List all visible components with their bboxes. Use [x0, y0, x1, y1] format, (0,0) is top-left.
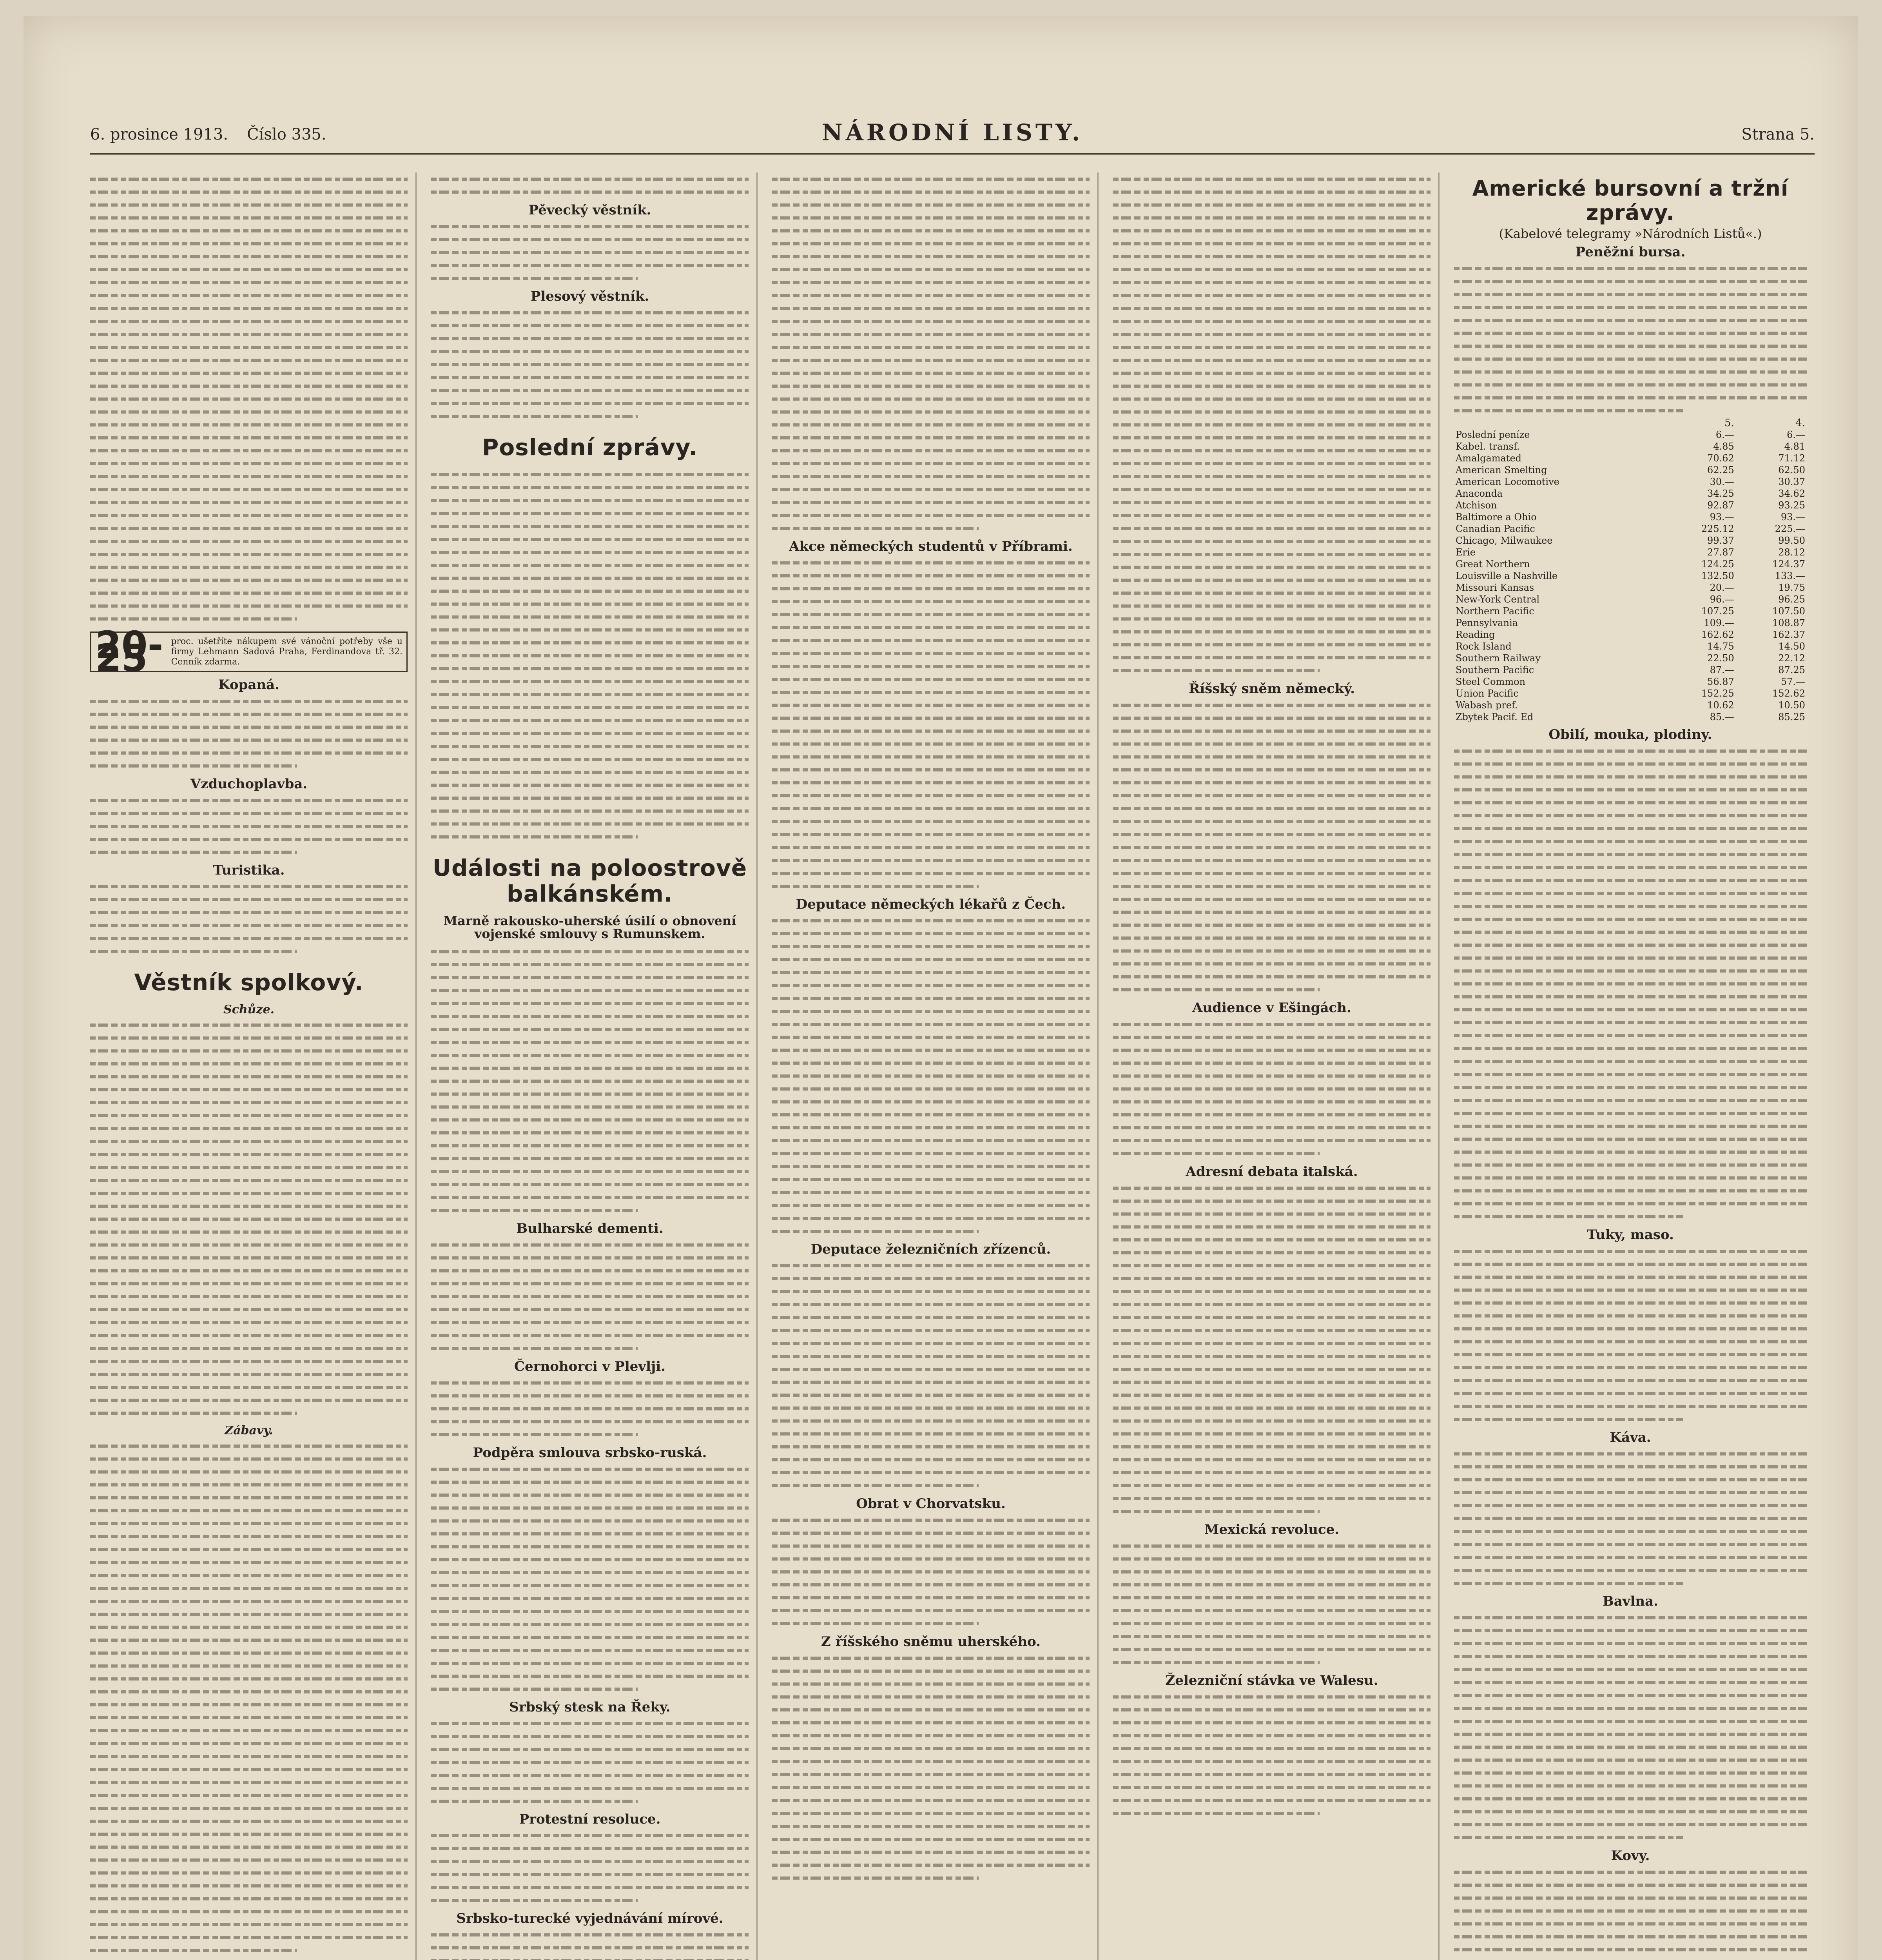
market-subtitle: (Kabelové telegramy »Národních Listů«.) — [1499, 226, 1762, 241]
stock-row — [1454, 676, 1807, 688]
section-heading: Srbský stesk na Řeky. — [509, 1699, 671, 1715]
stock-row — [1454, 546, 1807, 558]
section-heading: Deputace železničních zřízenců. — [810, 1241, 1051, 1257]
stock-name: Reading — [1456, 629, 1495, 640]
column-rule — [1097, 172, 1099, 1960]
issue-number: Číslo 335. — [247, 125, 326, 143]
section-heading: Kopaná. — [218, 677, 279, 693]
stock-row — [1454, 429, 1807, 441]
section-heading: Obrat v Chorvatsku. — [856, 1496, 1006, 1512]
issue-date: 6. prosince 1913. — [90, 125, 228, 143]
stock-row — [1454, 464, 1807, 476]
stock-price: 96.25 — [1778, 594, 1805, 605]
section-heading: Káva. — [1610, 1430, 1651, 1445]
stock-row — [1454, 664, 1807, 676]
section-heading: Deputace německých lékařů z Čech. — [796, 897, 1066, 912]
stock-price: 22.50 — [1707, 653, 1734, 664]
stock-price: 132.50 — [1701, 570, 1734, 581]
stock-price: 87.— — [1710, 664, 1734, 675]
stock-price: 57.— — [1780, 676, 1805, 687]
stock-price: 19.75 — [1778, 582, 1805, 593]
stock-price: 99.50 — [1778, 535, 1805, 546]
stock-row — [1454, 535, 1807, 546]
stock-price: 107.50 — [1772, 606, 1805, 617]
stock-row — [1454, 688, 1807, 699]
events-subtitle: Marně rakousko-uherské úsilí o obnovení vojenské smlouvy s Rumunskem. — [443, 913, 736, 941]
ad-discount-number: 20-25 — [95, 623, 163, 680]
events-title: Události na poloostrově balkánském. — [432, 855, 747, 907]
page-header — [90, 118, 1815, 155]
stock-price: 93.25 — [1778, 500, 1805, 511]
stock-price: 34.25 — [1707, 488, 1734, 499]
stock-name: Southern Railway — [1456, 653, 1541, 664]
ad-text: proc. ušetříte nákupem své vánoční potřeby vše u firmy Lehmann Sadová Praha, Ferdinandova tř. 32. Cenník zdarma. — [171, 637, 403, 667]
stock-row — [1454, 558, 1807, 570]
section-heading: Plesový věstník. — [530, 289, 649, 304]
stock-row — [1454, 617, 1807, 629]
stock-price: 124.37 — [1772, 559, 1805, 570]
stock-name: Erie — [1456, 547, 1476, 558]
stock-price: 133.— — [1775, 570, 1805, 581]
stock-row — [1454, 570, 1807, 582]
stock-name: Baltimore a Ohio — [1456, 512, 1537, 523]
stock-price: 225.— — [1775, 523, 1805, 534]
stock-name: Steel Common — [1456, 676, 1526, 687]
stock-price: 6.— — [1715, 429, 1734, 440]
stock-name: Southern Pacific — [1456, 664, 1534, 675]
column-rule — [756, 172, 758, 1960]
stock-price: 162.62 — [1701, 629, 1734, 640]
stock-price: 34.62 — [1778, 488, 1805, 499]
column-5-market — [1454, 172, 1807, 1960]
stock-price: 10.50 — [1778, 700, 1805, 711]
stock-price: 85.— — [1710, 711, 1734, 722]
stock-name: American Locomotive — [1456, 476, 1559, 487]
stock-price: 93.— — [1710, 512, 1734, 523]
stock-row — [1454, 441, 1807, 452]
section-heading: Audience v Ešingách. — [1192, 1000, 1351, 1016]
stock-row — [1454, 699, 1807, 711]
stock-price: 225.12 — [1701, 523, 1734, 534]
masthead-title: NÁRODNÍ LISTY. — [821, 119, 1083, 146]
stock-row — [1454, 629, 1807, 641]
stock-price: 4.85 — [1713, 441, 1734, 452]
stock-row — [1454, 523, 1807, 535]
section-heading: Adresní debata italská. — [1186, 1164, 1358, 1180]
body-text — [90, 172, 408, 625]
advertisement-lehmann — [90, 623, 408, 680]
stock-table — [1454, 417, 1807, 723]
stock-price: 62.25 — [1707, 465, 1734, 475]
section-heading: Mexická revoluce. — [1204, 1522, 1340, 1537]
stock-name: Amalgamated — [1456, 453, 1522, 464]
column-4 — [1113, 172, 1431, 1960]
stock-name: Chicago, Milwaukee — [1456, 535, 1553, 546]
stock-price: 87.25 — [1778, 664, 1805, 675]
column-3 — [772, 172, 1090, 1960]
stock-price: 108.87 — [1772, 617, 1805, 628]
section-heading: Peněžní bursa. — [1575, 244, 1686, 260]
stock-price: 124.25 — [1701, 559, 1734, 570]
stock-price: 30.37 — [1778, 476, 1805, 487]
stock-row — [1454, 652, 1807, 664]
page-number: Strana 5. — [1741, 125, 1815, 143]
stock-name: Anaconda — [1456, 488, 1503, 499]
section-heading: Tuky, maso. — [1587, 1227, 1674, 1243]
stock-name: Wabash pref. — [1456, 700, 1518, 711]
stock-price: 152.25 — [1701, 688, 1734, 699]
stock-name: Canadian Pacific — [1456, 523, 1535, 534]
stock-name: Poslední peníze — [1456, 429, 1530, 440]
section-heading: Bavlna. — [1602, 1593, 1659, 1609]
stock-price: 62.50 — [1778, 465, 1805, 475]
stock-name: Kabel. transf. — [1456, 441, 1520, 452]
stock-row — [1454, 476, 1807, 488]
stock-price: 93.— — [1780, 512, 1805, 523]
stock-price: 14.75 — [1707, 641, 1734, 652]
vestnik-title: Věstník spolkový. — [134, 969, 364, 996]
stock-price: 107.25 — [1701, 606, 1734, 617]
section-heading: Podpěra smlouva srbsko-ruská. — [473, 1445, 707, 1461]
stock-row — [1454, 582, 1807, 593]
stock-price: 56.87 — [1707, 676, 1734, 687]
stock-name: New-York Central — [1456, 594, 1540, 605]
stock-price: 20.— — [1710, 582, 1734, 593]
stock-name: Louisville a Nashville — [1456, 570, 1558, 581]
stock-row — [1454, 593, 1807, 605]
stock-row — [1454, 452, 1807, 464]
section-heading: Z říšského sněmu uherského. — [821, 1634, 1041, 1650]
stock-row — [1454, 711, 1807, 723]
stock-row — [1454, 641, 1807, 652]
stock-price: 92.87 — [1707, 500, 1734, 511]
stock-name: Zbytek Pacif. Ed — [1456, 711, 1534, 722]
section-heading: Akce německých studentů v Příbrami. — [789, 539, 1073, 554]
stock-price: 71.12 — [1778, 453, 1805, 464]
news-title: Poslední zprávy. — [482, 434, 698, 461]
stock-row — [1454, 499, 1807, 511]
column-1 — [90, 172, 408, 1960]
stock-price: 14.50 — [1778, 641, 1805, 652]
stock-price: 30.— — [1710, 476, 1734, 487]
subheading: Schůze. — [223, 1003, 275, 1016]
stock-name: Rock Island — [1456, 641, 1512, 652]
section-heading: Turistika. — [213, 862, 285, 878]
stock-name: American Smelting — [1456, 465, 1547, 475]
stock-price: 85.25 — [1778, 711, 1805, 722]
column-rule — [1438, 172, 1440, 1960]
stock-name: Northern Pacific — [1456, 606, 1534, 617]
stock-name: Union Pacific — [1456, 688, 1519, 699]
stock-name: Missouri Kansas — [1456, 582, 1534, 593]
section-heading: Černohorci v Plevlji. — [514, 1359, 666, 1374]
stock-col-header: 4. — [1795, 417, 1805, 429]
stock-price: 10.62 — [1707, 700, 1734, 711]
stock-price: 28.12 — [1778, 547, 1805, 558]
section-heading: Kovy. — [1611, 1848, 1650, 1864]
stock-price: 109.— — [1704, 617, 1734, 628]
stock-row — [1454, 488, 1807, 499]
market-title: Americké bursovní a tržní zprávy. — [1472, 176, 1789, 225]
column-rule — [415, 172, 417, 1960]
stock-price: 152.62 — [1772, 688, 1805, 699]
section-heading: Železniční stávka ve Walesu. — [1165, 1673, 1378, 1688]
subheading: Zábavy. — [225, 1424, 273, 1437]
section-heading: Bulharské dementi. — [516, 1221, 664, 1236]
stock-price: 27.87 — [1707, 547, 1734, 558]
stock-price: 96.— — [1710, 594, 1734, 605]
stock-row — [1454, 511, 1807, 523]
stock-row — [1454, 605, 1807, 617]
section-heading: Vzduchoplavba. — [190, 776, 308, 792]
newspaper-page — [24, 16, 1858, 1960]
stock-name: Great Northern — [1456, 559, 1530, 570]
stock-name: Atchison — [1456, 500, 1497, 511]
section-heading: Říšský sněm německý. — [1189, 681, 1355, 697]
column-2 — [431, 172, 749, 1960]
stock-price: 4.81 — [1784, 441, 1805, 452]
stock-col-header: 5. — [1724, 417, 1734, 429]
section-heading: Protestní resoluce. — [519, 1811, 661, 1827]
stock-price: 22.12 — [1778, 653, 1805, 664]
stock-price: 70.62 — [1707, 453, 1734, 464]
stock-price: 99.37 — [1707, 535, 1734, 546]
stock-price: 162.37 — [1772, 629, 1805, 640]
stock-price: 6.— — [1787, 429, 1805, 440]
section-heading: Srbsko-turecké vyjednávání mírové. — [456, 1911, 723, 1926]
stock-name: Pennsylvania — [1456, 617, 1518, 628]
section-heading: Pěvecký věstník. — [528, 202, 651, 218]
section-heading: Obilí, mouka, plodiny. — [1548, 727, 1712, 742]
